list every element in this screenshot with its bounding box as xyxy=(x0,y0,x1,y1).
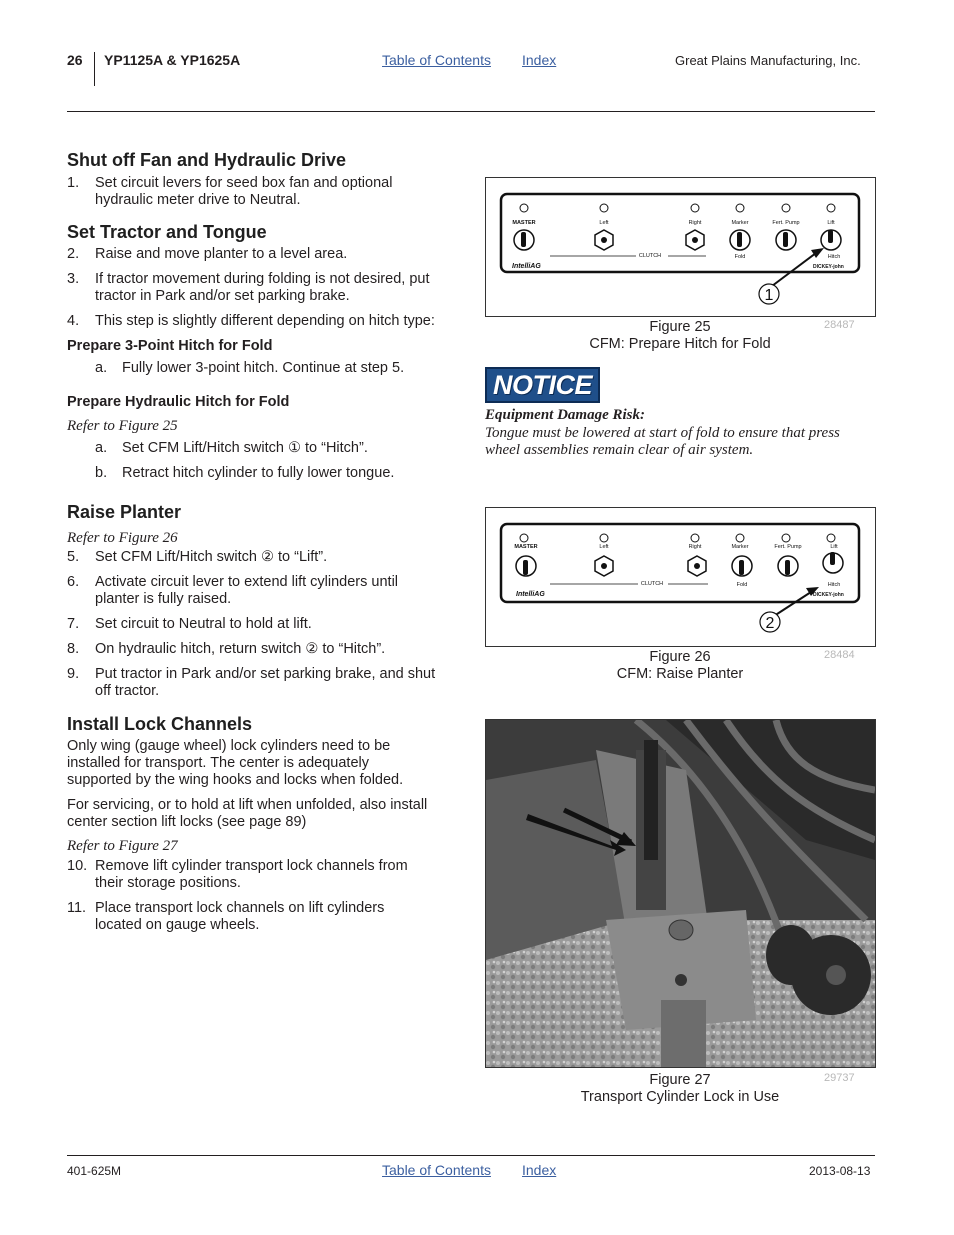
figure-26-id: 28484 xyxy=(824,649,855,661)
footer-rule xyxy=(67,1155,875,1156)
list-item: 8. On hydraulic hitch, return switch ② to “Hitch”. xyxy=(67,641,386,657)
label-clutch: CLUTCH xyxy=(638,253,662,259)
list-item: 1. Set circuit levers for seed box fan and optional hydraulic meter drive to Neutral. xyxy=(67,175,393,208)
notice-title: Equipment Damage Risk: xyxy=(485,407,646,423)
figure-reference: Refer to Figure 26 xyxy=(67,530,178,546)
label-fold: Fold xyxy=(736,582,748,588)
footer-doc-number: 401-625M xyxy=(67,1164,122,1178)
header-index-link[interactable]: Index xyxy=(522,52,557,68)
list-item: 11. Place transport lock channels on lift cylinders located on gauge wheels. xyxy=(67,900,385,933)
list-item: 5. Set CFM Lift/Hitch switch ② to “Lift”. xyxy=(67,549,328,565)
brand-logo: IntelliAG xyxy=(512,263,541,270)
label-right: Right xyxy=(688,220,702,226)
label-marker: Marker xyxy=(731,220,749,226)
label-left: Left xyxy=(599,220,609,226)
label-fold: Fold xyxy=(734,254,746,260)
label-master: MASTER xyxy=(514,544,538,550)
list-item: 2. Raise and move planter to a level area. xyxy=(67,246,348,262)
figure-reference: Refer to Figure 25 xyxy=(67,418,178,434)
left-column xyxy=(67,0,462,1235)
subsection-title-3pt: Prepare 3-Point Hitch for Fold xyxy=(67,338,273,354)
label-marker: Marker xyxy=(731,544,749,550)
label-fert: Fert. Pump xyxy=(774,544,802,550)
page-number: 26 xyxy=(67,52,83,68)
subsection-title-hydraulic: Prepare Hydraulic Hitch for Fold xyxy=(67,394,290,410)
label-clutch: CLUTCH xyxy=(640,581,664,587)
figure-25-id: 28487 xyxy=(824,319,855,331)
transport-lock-photo xyxy=(486,720,875,1067)
figure-25-frame xyxy=(485,177,876,317)
cfm-panel-illustration xyxy=(486,508,875,646)
list-item: 4. This step is slightly different depending on hitch type: xyxy=(67,313,435,329)
figure-25-caption: Figure 25 CFM: Prepare Hitch for Fold xyxy=(589,319,771,352)
list-item: 6. Activate circuit lever to extend lift cylinders until planter is fully raised. xyxy=(67,574,399,607)
label-right: Right xyxy=(688,544,702,550)
callout-2: 2 xyxy=(765,615,775,632)
label-left: Left xyxy=(599,544,609,550)
label-hitch: Hitch xyxy=(827,582,841,588)
figure-27-caption: Figure 27 Transport Cylinder Lock in Use xyxy=(580,1072,780,1105)
label-master: MASTER xyxy=(512,220,536,226)
brand-logo-2: DICKEY-john xyxy=(813,592,844,598)
notice-label: NOTICE xyxy=(485,367,600,403)
cfm-panel-illustration xyxy=(486,178,875,316)
section-title-lock-channels: Install Lock Channels xyxy=(67,714,253,734)
header-model: YP1125A & YP1625A xyxy=(104,52,241,68)
footer-toc-link[interactable]: Table of Contents xyxy=(382,1162,491,1178)
header-company: Great Plains Manufacturing, Inc. xyxy=(675,53,861,68)
header-toc-link[interactable]: Table of Contents xyxy=(382,52,491,68)
paragraph: For servicing, or to hold at lift when unfolded, also install center section lift locks (see page 89) xyxy=(67,797,428,830)
list-item: 9. Put tractor in Park and/or set parking brake, and shut off tractor. xyxy=(67,666,436,699)
label-lift: Lift xyxy=(830,544,838,550)
footer-date: 2013-08-13 xyxy=(809,1164,871,1178)
label-hitch: Hitch xyxy=(827,254,841,260)
label-fert: Fert. Pump xyxy=(772,220,800,226)
list-item: 3. If tractor movement during folding is not desired, put tractor in Park and/or set parking brake. xyxy=(67,271,430,304)
footer-index-link[interactable]: Index xyxy=(522,1162,557,1178)
figure-26-caption: Figure 26 CFM: Raise Planter xyxy=(616,649,744,682)
brand-logo: IntelliAG xyxy=(516,591,545,598)
brand-logo-2: DICKEY-john xyxy=(813,264,844,270)
callout-1: 1 xyxy=(764,287,774,304)
figure-26-frame xyxy=(485,507,876,647)
label-lift: Lift xyxy=(827,220,835,226)
section-title-set-tractor: Set Tractor and Tongue xyxy=(67,222,267,242)
notice-text: Tongue must be lowered at start of fold to ensure that press wheel assemblies remain clear of air system. xyxy=(485,425,840,458)
figure-27-frame xyxy=(485,719,876,1068)
list-item: a. Set CFM Lift/Hitch switch ① to “Hitch”. xyxy=(95,440,368,456)
list-item: a. Fully lower 3-point hitch. Continue at step 5. xyxy=(95,360,405,376)
list-item: 10. Remove lift cylinder transport lock channels from their storage positions. xyxy=(67,858,408,891)
section-title-shut-off: Shut off Fan and Hydraulic Drive xyxy=(67,150,347,170)
figure-27-id: 29737 xyxy=(824,1072,855,1084)
paragraph: Only wing (gauge wheel) lock cylinders need to be installed for transport. The center is adequately supported by the wing hooks and locks when folded. xyxy=(67,738,404,788)
section-title-raise-planter: Raise Planter xyxy=(67,502,182,522)
list-item: b. Retract hitch cylinder to fully lower tongue. xyxy=(95,465,395,481)
figure-reference: Refer to Figure 27 xyxy=(67,838,178,854)
list-item: 7. Set circuit to Neutral to hold at lift. xyxy=(67,616,312,632)
